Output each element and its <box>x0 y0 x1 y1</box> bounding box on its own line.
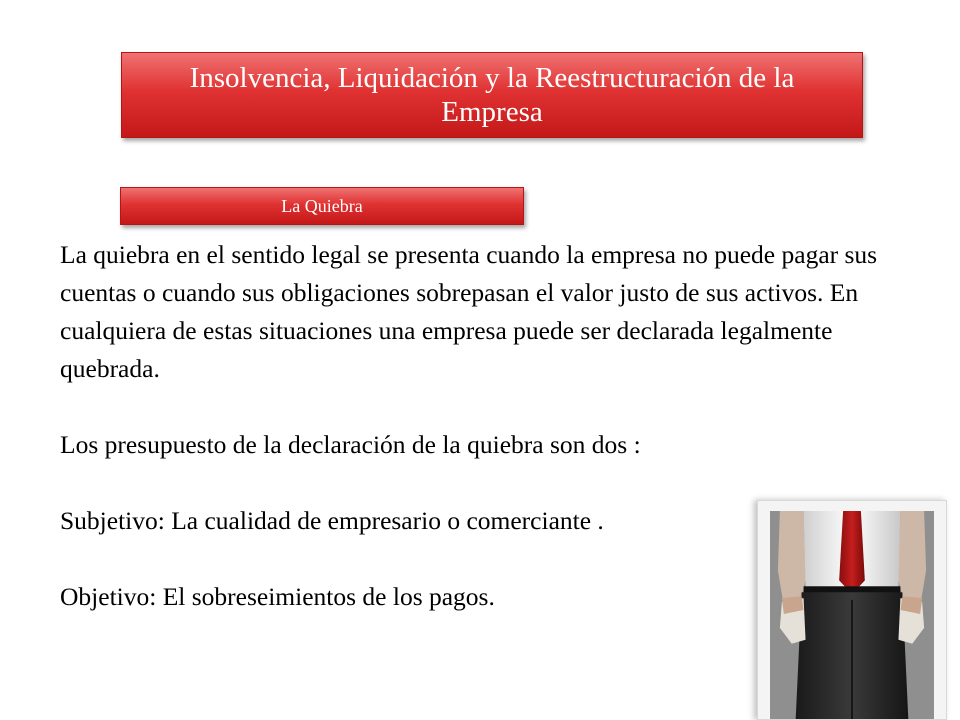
paragraph-presupuestos: Los presupuesto de la declaración de la quiebra son dos : <box>60 430 641 459</box>
slide-subtitle: La Quiebra <box>281 195 363 216</box>
spacer <box>60 464 890 502</box>
title-banner <box>121 52 863 138</box>
slide-title: Insolvencia, Liquidación y la Reestructuración de la Empresa <box>189 62 795 128</box>
paragraph-objetivo: Objetivo: El sobreseimientos de los pagos. <box>60 582 495 611</box>
paragraph-subjetivo: Subjetivo: La cualidad de empresario o comerciante . <box>60 506 604 535</box>
paragraph-definition: La quiebra en el sentido legal se presenta cuando la empresa no puede pagar sus cuentas o cuando sus obligaciones sobrepasan el valor justo de sus activos. En cualquiera de estas situaciones una empresa puede ser declarada legalmente quebrada. <box>60 240 878 383</box>
man-empty-pockets-icon <box>770 511 934 719</box>
photo-frame <box>757 500 947 720</box>
subtitle-banner <box>120 187 524 225</box>
spacer <box>60 388 890 426</box>
